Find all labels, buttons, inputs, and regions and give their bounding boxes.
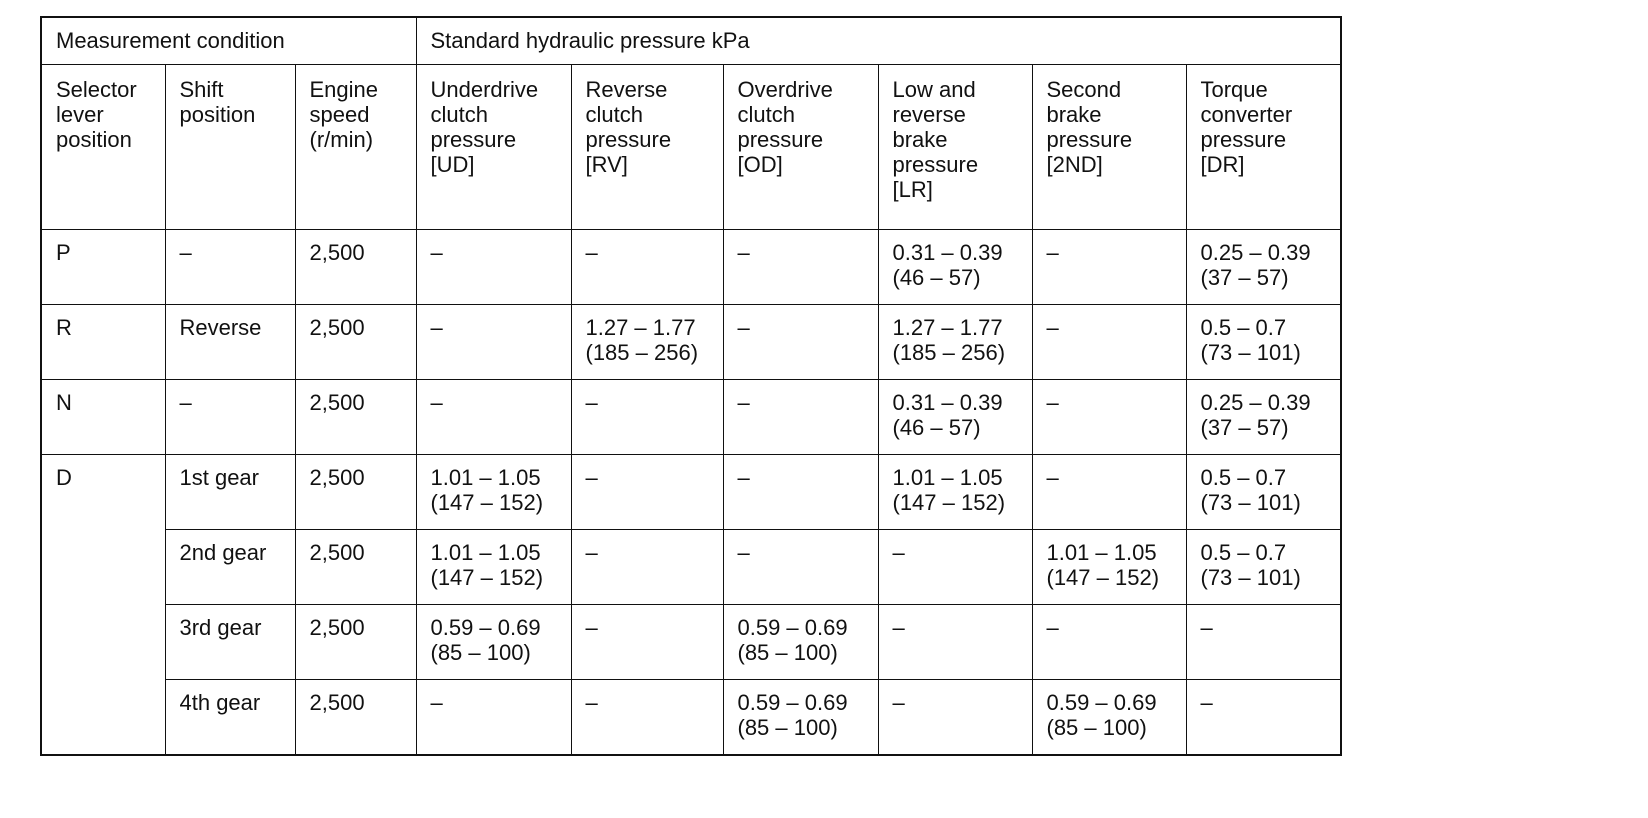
header-line: brake <box>892 127 948 152</box>
engine-speed-cell: 2,500 <box>295 230 416 305</box>
pressure-spec-table-wrapper <box>40 16 1342 756</box>
pressure-value-secondary: (147 – 152) <box>430 565 544 590</box>
pressure-cell <box>1032 455 1186 530</box>
shift-cell: 3rd gear <box>165 605 295 680</box>
pressure-value: 1.01 – 1.05 <box>430 540 541 565</box>
pressure-value-secondary: (85 – 100) <box>430 640 531 665</box>
pressure-value: – <box>430 390 443 415</box>
pressure-cell <box>878 680 1032 756</box>
pressure-value: 0.5 – 0.7 <box>1200 315 1287 340</box>
pressure-value: – <box>737 315 750 340</box>
pressure-cell <box>1032 380 1186 455</box>
engine-speed-cell: 2,500 <box>295 455 416 530</box>
header-line: converter <box>1200 102 1293 127</box>
pressure-cell <box>878 530 1032 605</box>
pressure-cell <box>723 380 878 455</box>
hydraulic-pressure-table <box>40 16 1342 756</box>
pressure-value-secondary: (85 – 100) <box>1046 715 1147 740</box>
pressure-cell <box>1032 305 1186 380</box>
header-line: pressure <box>1046 127 1133 152</box>
pressure-cell <box>723 680 878 756</box>
header-line: [UD] <box>430 152 475 177</box>
pressure-value: – <box>737 465 750 490</box>
header-line: clutch <box>585 102 643 127</box>
header-line: speed <box>309 102 370 127</box>
engine-speed-cell: 2,500 <box>295 305 416 380</box>
header-line: position <box>56 127 132 152</box>
engine-speed-header <box>295 65 416 230</box>
pressure-cell <box>416 305 571 380</box>
selector-cell: P <box>41 230 165 305</box>
header-line: Low and <box>892 77 976 102</box>
shift-cell: Reverse <box>165 305 295 380</box>
pressure-cell <box>878 605 1032 680</box>
pressure-cell <box>571 605 723 680</box>
shift-cell: 2nd gear <box>165 530 295 605</box>
pressure-value: 1.27 – 1.77 <box>892 315 1003 340</box>
pressure-cell <box>1186 380 1341 455</box>
pressure-cell <box>1186 680 1341 756</box>
header-line: Shift <box>179 77 224 102</box>
pressure-value: – <box>585 390 598 415</box>
pressure-cell <box>1186 305 1341 380</box>
pressure-value: – <box>585 240 598 265</box>
header-line: lever <box>56 102 104 127</box>
pressure-cell <box>723 230 878 305</box>
pressure-value: – <box>737 540 750 565</box>
table-row <box>41 455 1341 530</box>
table-row <box>41 230 1341 305</box>
standard-pressure-header: Standard hydraulic pressure kPa <box>416 17 1341 65</box>
header-line: reverse <box>892 102 966 127</box>
header-line: clutch <box>430 102 488 127</box>
pressure-value: – <box>585 465 598 490</box>
pressure-cell <box>878 380 1032 455</box>
pressure-value: 0.59 – 0.69 <box>1046 690 1157 715</box>
shift-cell: – <box>165 380 295 455</box>
table-row <box>41 605 1341 680</box>
pressure-value-secondary: (46 – 57) <box>892 415 981 440</box>
engine-speed-cell: 2,500 <box>295 605 416 680</box>
pressure-cell <box>571 305 723 380</box>
torque-converter-header <box>1186 65 1341 230</box>
underdrive-clutch-header <box>416 65 571 230</box>
pressure-cell <box>571 380 723 455</box>
header-line: pressure <box>892 152 979 177</box>
pressure-cell <box>571 530 723 605</box>
selector-lever-position-header <box>41 65 165 230</box>
pressure-cell <box>723 455 878 530</box>
pressure-value-secondary: (147 – 152) <box>892 490 1006 515</box>
second-brake-header <box>1032 65 1186 230</box>
header-line: Torque <box>1200 77 1268 102</box>
table-row <box>41 680 1341 756</box>
pressure-cell <box>723 530 878 605</box>
pressure-value: – <box>1046 465 1059 490</box>
pressure-value: – <box>892 615 905 640</box>
header-line: clutch <box>737 102 795 127</box>
pressure-value: – <box>430 315 443 340</box>
header-group-row <box>41 17 1341 65</box>
pressure-cell <box>1032 605 1186 680</box>
header-line: [RV] <box>585 152 628 177</box>
pressure-cell <box>571 680 723 756</box>
pressure-value-secondary: (46 – 57) <box>892 265 981 290</box>
pressure-value: 1.01 – 1.05 <box>430 465 541 490</box>
pressure-value: 0.59 – 0.69 <box>737 690 848 715</box>
engine-speed-cell: 2,500 <box>295 530 416 605</box>
pressure-value: – <box>585 540 598 565</box>
pressure-cell <box>416 380 571 455</box>
pressure-value: – <box>585 690 598 715</box>
pressure-value: – <box>1046 315 1059 340</box>
pressure-cell <box>723 605 878 680</box>
pressure-value: – <box>1046 615 1059 640</box>
pressure-value-secondary: (85 – 100) <box>737 715 838 740</box>
header-line: Overdrive <box>737 77 833 102</box>
pressure-value: 0.31 – 0.39 <box>892 390 1003 415</box>
pressure-value: – <box>892 540 905 565</box>
header-line: [2ND] <box>1046 152 1103 177</box>
selector-cell: N <box>41 380 165 455</box>
pressure-cell <box>1032 680 1186 756</box>
header-line: Second <box>1046 77 1122 102</box>
pressure-value-secondary: (37 – 57) <box>1200 415 1289 440</box>
pressure-value-secondary: (147 – 152) <box>430 490 544 515</box>
pressure-value: 0.25 – 0.39 <box>1200 240 1311 265</box>
pressure-value: 1.01 – 1.05 <box>1046 540 1157 565</box>
pressure-cell <box>571 455 723 530</box>
shift-cell: 1st gear <box>165 455 295 530</box>
pressure-cell <box>1186 455 1341 530</box>
header-line: pressure <box>430 127 517 152</box>
header-line: Selector <box>56 77 137 102</box>
selector-cell: D <box>41 455 165 756</box>
pressure-cell <box>1032 530 1186 605</box>
measurement-condition-header: Measurement condition <box>41 17 416 65</box>
header-line: pressure <box>1200 127 1287 152</box>
pressure-cell <box>416 530 571 605</box>
pressure-cell <box>878 455 1032 530</box>
pressure-value-secondary: (185 – 256) <box>585 340 699 365</box>
pressure-value: 1.27 – 1.77 <box>585 315 696 340</box>
header-line: Engine <box>309 77 379 102</box>
table-row <box>41 305 1341 380</box>
header-line: Underdrive <box>430 77 539 102</box>
table-row <box>41 530 1341 605</box>
pressure-value: 0.59 – 0.69 <box>737 615 848 640</box>
pressure-cell <box>1032 230 1186 305</box>
selector-cell: R <box>41 305 165 380</box>
pressure-value: – <box>585 615 598 640</box>
header-line: pressure <box>585 127 672 152</box>
pressure-value: 0.59 – 0.69 <box>430 615 541 640</box>
header-line: position <box>179 102 256 127</box>
header-line: [DR] <box>1200 152 1245 177</box>
pressure-value: 0.25 – 0.39 <box>1200 390 1311 415</box>
pressure-value-secondary: (185 – 256) <box>892 340 1006 365</box>
header-line: pressure <box>737 127 824 152</box>
engine-speed-cell: 2,500 <box>295 680 416 756</box>
pressure-value: 0.31 – 0.39 <box>892 240 1003 265</box>
pressure-cell <box>416 455 571 530</box>
shift-cell: – <box>165 230 295 305</box>
pressure-value: – <box>1200 615 1213 640</box>
pressure-cell <box>416 230 571 305</box>
pressure-value: – <box>737 240 750 265</box>
pressure-cell <box>1186 230 1341 305</box>
pressure-value-secondary: (37 – 57) <box>1200 265 1289 290</box>
pressure-value: – <box>1046 240 1059 265</box>
pressure-cell <box>571 230 723 305</box>
pressure-value-secondary: (73 – 101) <box>1200 565 1301 590</box>
pressure-value-secondary: (85 – 100) <box>737 640 838 665</box>
pressure-value-secondary: (73 – 101) <box>1200 340 1301 365</box>
table-row <box>41 380 1341 455</box>
pressure-cell <box>723 305 878 380</box>
engine-speed-cell: 2,500 <box>295 380 416 455</box>
shift-position-header <box>165 65 295 230</box>
overdrive-clutch-header <box>723 65 878 230</box>
pressure-value: – <box>430 240 443 265</box>
reverse-clutch-header <box>571 65 723 230</box>
pressure-value: – <box>737 390 750 415</box>
low-reverse-brake-header <box>878 65 1032 230</box>
pressure-cell <box>878 305 1032 380</box>
pressure-cell <box>1186 530 1341 605</box>
pressure-value: 0.5 – 0.7 <box>1200 540 1287 565</box>
shift-cell: 4th gear <box>165 680 295 756</box>
pressure-value: – <box>892 690 905 715</box>
header-line: (r/min) <box>309 127 374 152</box>
pressure-value-secondary: (147 – 152) <box>1046 565 1160 590</box>
pressure-cell <box>416 605 571 680</box>
header-line: brake <box>1046 102 1102 127</box>
pressure-cell <box>1186 605 1341 680</box>
pressure-value: 1.01 – 1.05 <box>892 465 1003 490</box>
pressure-value-secondary: (73 – 101) <box>1200 490 1301 515</box>
pressure-value: – <box>1046 390 1059 415</box>
header-line: [OD] <box>737 152 783 177</box>
pressure-value: – <box>1200 690 1213 715</box>
pressure-value: 0.5 – 0.7 <box>1200 465 1287 490</box>
pressure-cell <box>878 230 1032 305</box>
header-line: Reverse <box>585 77 668 102</box>
pressure-cell <box>416 680 571 756</box>
header-line: [LR] <box>892 177 933 202</box>
pressure-value: – <box>430 690 443 715</box>
column-header-row <box>41 65 1341 230</box>
